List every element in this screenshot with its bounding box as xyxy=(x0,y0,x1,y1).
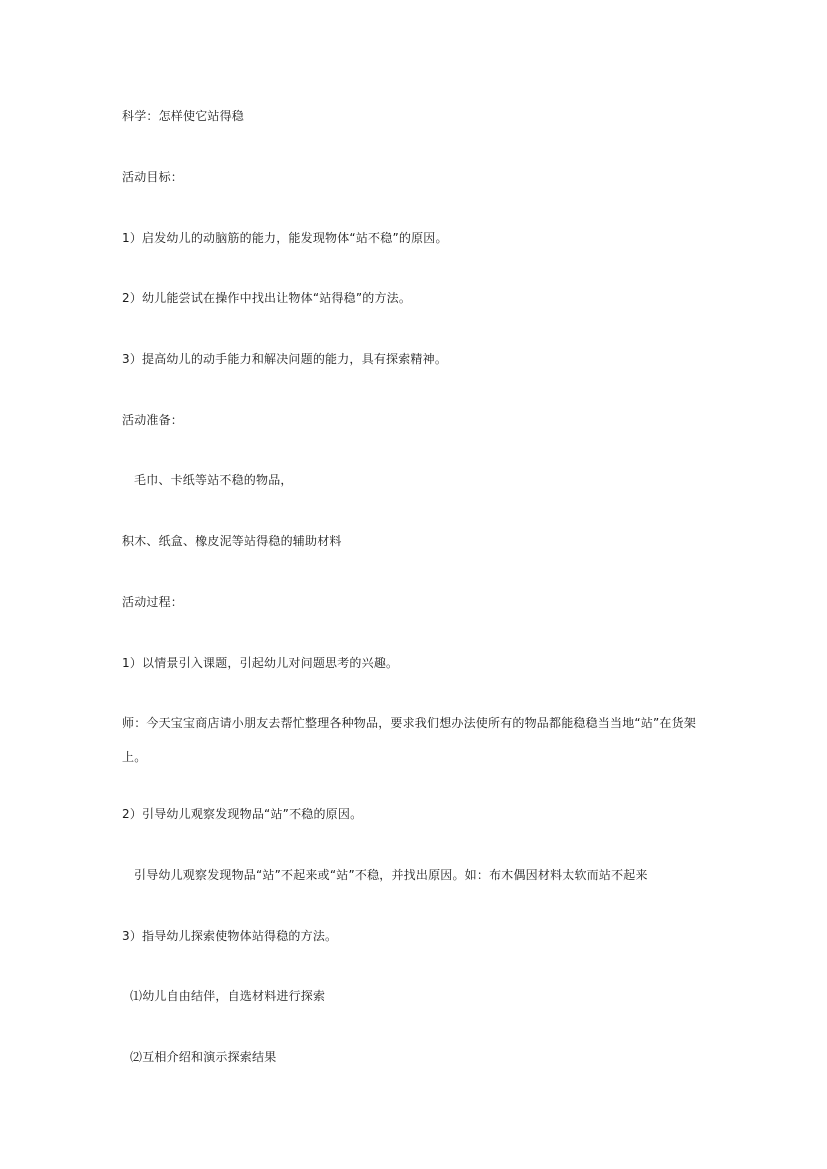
goals-heading: 活动目标： xyxy=(122,170,184,184)
goal-item-3: 3）提高幼儿的动手能力和解决问题的能力，具有探索精神。 xyxy=(122,352,448,366)
document-title: 科学：怎样使它站得稳 xyxy=(122,109,245,123)
teacher-dialogue: 师：今天宝宝商店请小朋友去帮忙整理各种物品，要求我们想办法使所有的物品都能稳稳当当地“站”在货架上。 xyxy=(122,716,697,764)
process-heading: 活动过程： xyxy=(122,595,184,609)
prep-item-1: 毛巾、卡纸等站不稳的物品， xyxy=(134,473,293,487)
process-step-3: 3）指导幼儿探索使物体站得稳的方法。 xyxy=(122,929,338,943)
prep-item-2: 积木、纸盒、橡皮泥等站得稳的辅助材料 xyxy=(122,534,342,548)
goal-item-1: 1）启发幼儿的动脑筋的能力，能发现物体“站不稳”的原因。 xyxy=(122,231,448,245)
goal-item-2: 2）幼儿能尝试在操作中找出让物体“站得稳”的方法。 xyxy=(122,291,412,305)
process-substep-2: ⑵互相介绍和演示探索结果 xyxy=(130,1050,277,1064)
process-substep-1: ⑴幼儿自由结伴，自选材料进行探索 xyxy=(130,989,326,1003)
process-step-2: 2）引导幼儿观察发现物品“站”不稳的原因。 xyxy=(122,807,363,821)
process-step-1: 1）以情景引入课题，引起幼儿对问题思考的兴趣。 xyxy=(122,656,399,670)
process-step-2-detail: 引导幼儿观察发现物品“站”不起来或“站”不稳，并找出原因。如：布木偶因材料太软而站不起来 xyxy=(134,868,648,882)
prep-heading: 活动准备： xyxy=(122,413,184,427)
